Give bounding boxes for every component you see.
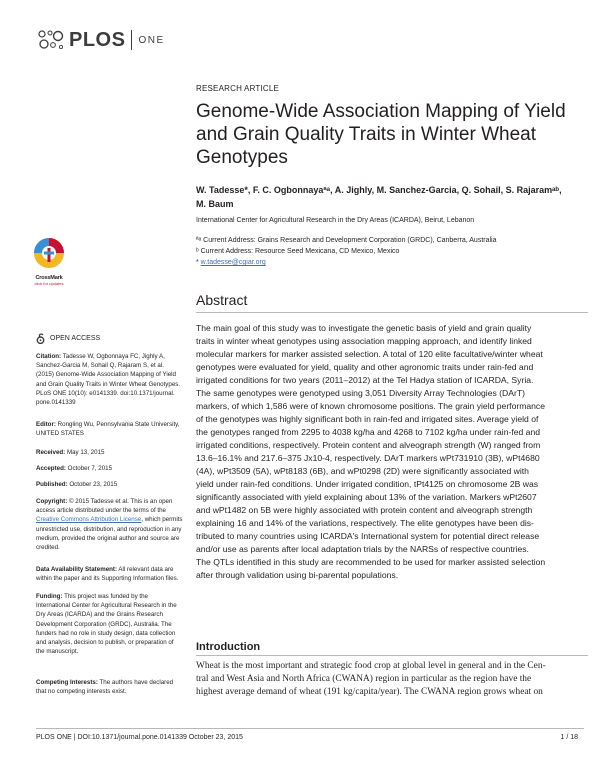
open-access-badge: [36, 332, 100, 344]
abstract-line: the genotypes ranged from 2295 to 4038 kg/ha and 4268 to 7102 kg/ha under rain-fed and: [196, 427, 541, 437]
abstract-line: tributed to many countries using ICARDA's International system for potential direct release: [196, 531, 540, 541]
citation-line: PLoS ONE 10(10): e0141339. doi:10.1371/journal.: [36, 389, 175, 397]
citation-line: Sanchez-Garcia M, Sohail Q, Rajaram S, et al.: [36, 362, 164, 370]
authors-line-2: M. Baum: [196, 199, 234, 209]
introduction-rule: [196, 655, 588, 656]
accepted-date: [36, 464, 186, 473]
copyright-line: medium, provided the original author and source are: [36, 534, 180, 542]
authors-line-1: W. Tadesse*, F. C. Ogbonnayaªᵃ, A. Jighly, M. Sanchez-Garcia, Q. Sohail, S. Rajaramᵃᵇ,: [196, 185, 562, 195]
email-link[interactable]: w.tadesse@cgiar.org: [200, 259, 266, 266]
citation-line: and Grain Quality Traits in Winter Wheat Genotypes.: [36, 380, 181, 388]
funding-block: [36, 592, 186, 656]
copyright-label: Copyright:: [36, 498, 68, 505]
abstract-line: markers, of which 1,586 were of known chromosome positions. The grain yield performance: [196, 401, 546, 411]
abstract-heading: Abstract: [196, 292, 248, 308]
funding-line: Development Corporation (GRDC), Australia. The: [36, 620, 172, 628]
competing-interests-line: that no competing interests exist.: [36, 688, 127, 696]
current-address-b: ᵇ Current Address: Resource Seed Mexicana, CD Mexico, Mexico: [196, 248, 400, 255]
abstract-line: irrigated conditions, respectively. Protein content and alveograph strength (W) ranged from: [196, 440, 541, 450]
copyright-block: [36, 497, 186, 552]
open-lock-icon: [36, 332, 46, 344]
abstract-line: 13.6–16.1% and 217.6–375 Jx10-4, respectively. DArT markers wPt731910 (3B), wPt4680: [196, 453, 540, 463]
copyright-line: © 2015 Tadesse et al. This is an open: [67, 498, 173, 505]
funding-line: the manuscript.: [36, 648, 79, 656]
plos-logo-icon: [36, 28, 66, 52]
copyright-line: unrestricted use, distribution, and reproduction in any: [36, 525, 182, 533]
abstract-line: The QTLs identified in this study are recommended to be used for marker assisted selection: [196, 557, 546, 567]
abstract-text: [196, 322, 588, 582]
received-label: Received:: [36, 449, 66, 456]
published-date: [36, 480, 186, 489]
data-availability-line: within the paper and its Supporting Information files.: [36, 575, 179, 583]
abstract-line: The same genotypes were genotyped using 3,051 Diversity Array Technologies (DArT): [196, 388, 525, 398]
abstract-line: traits in winter wheat genotypes using association mapping approach, and identify linked: [196, 336, 532, 346]
citation-label: Citation:: [36, 353, 62, 360]
funding-line: Dry Areas (ICARDA) and the Grains Research: [36, 611, 163, 619]
abstract-line: of the genotypes was highly significant both in rain-fed and irrigated sites. Average yield of: [196, 414, 539, 424]
open-access-label: OPEN ACCESS: [50, 334, 101, 342]
editor-line: Rongling Wu, Pennsylvania State University,: [55, 421, 180, 428]
abstract-line: significantly associated with yield explaining about 13% of the variation. Markers wPt2607: [196, 492, 537, 502]
cc-license-link[interactable]: Creative Commons Attribution License: [36, 516, 142, 524]
intro-line: highest average demand of wheat (191 kg/capita/year). The CWANA region grows wheat on: [196, 687, 543, 697]
received-date: [36, 448, 186, 457]
abstract-line: and wPt1482 on 5B were highly associated with protein content and alveograph strength: [196, 505, 533, 515]
competing-interests-block: [36, 678, 186, 696]
accepted-label: Accepted:: [36, 465, 66, 472]
abstract-line: irrigated conditions for two years (2011–2012) at the Tel Hadya station of ICARDA, Syria.: [196, 375, 534, 385]
introduction-text: [196, 660, 588, 699]
funding-line: funders had no role in study design, data collection: [36, 629, 176, 637]
abstract-line: after through validation using bi-parental populations.: [196, 570, 399, 580]
citation-line: pone.0141339: [36, 399, 76, 407]
citation-block: [36, 352, 186, 407]
corresponding-email: [196, 259, 266, 266]
abstract-line: genotypes were evaluated for yield, quality and other agronomic traits under rain-fed and: [196, 362, 534, 372]
accepted-value: October 7, 2015: [65, 465, 113, 472]
published-value: October 23, 2015: [67, 481, 118, 488]
competing-interests-label: Competing Interests:: [36, 679, 98, 686]
editor-block: [36, 420, 186, 438]
footer-citation: PLOS ONE | DOI:10.1371/journal.pone.0141339 October 23, 2015: [36, 734, 243, 741]
abstract-line: explaining 16 and 14% of the variations, respectively. The elite genotypes have been dis-: [196, 518, 534, 528]
received-value: May 13, 2015: [65, 449, 105, 456]
intro-line: tral and West Asia and North Africa (CWANA) region in particular as the region have the: [196, 674, 532, 684]
citation-line: (2015) Genome-Wide Association Mapping of Yield: [36, 371, 176, 379]
crossmark-label: CrossMark: [35, 275, 63, 281]
logo-plos-text: PLOS: [69, 28, 126, 51]
affiliation: International Center for Agricultural Research in the Dry Areas (ICARDA), Beirut, Lebanon: [196, 217, 475, 224]
data-availability-block: [36, 565, 186, 583]
footer-rule: [36, 728, 584, 729]
intro-line: Wheat is the most important and strategic food crop at global level in general and in the Cen-: [196, 661, 546, 671]
crossmark-badge[interactable]: [32, 236, 66, 286]
copyright-line: credited.: [36, 544, 60, 552]
abstract-rule: [196, 312, 588, 313]
abstract-line: and/or use as parents after local adaptation trials by the NARSs of respective countries.: [196, 544, 529, 554]
abstract-line: yield under rain-fed conditions. Under irrigated condition, tPt4125 on chromosome 2B was: [196, 479, 539, 489]
published-label: Published:: [36, 481, 68, 488]
crossmark-icon: [32, 236, 66, 270]
plos-one-logo[interactable]: [36, 28, 165, 52]
logo-journal-text: ONE: [138, 34, 165, 46]
funding-line: and analysis, decision to publish, or preparation of: [36, 639, 174, 647]
copyright-line: access article distributed under the terms of the: [36, 507, 167, 515]
page-number: 1 / 18: [560, 734, 578, 741]
abstract-line: molecular markers for marker assisted selection. A total of 120 elite facultative/winter wheat: [196, 349, 543, 359]
editor-label: Editor:: [36, 421, 56, 428]
copyright-line: , which permits: [141, 516, 183, 524]
current-address-a: ªᵃ Current Address: Grains Research and Development Corporation (GRDC), Canberra, Australia: [196, 237, 497, 244]
logo-separator: [131, 30, 132, 50]
introduction-heading: Introduction: [196, 641, 261, 653]
funding-line: International Center for Agricultural Research in the: [36, 602, 177, 610]
competing-interests-line: The authors have declared: [97, 679, 174, 686]
author-list: [196, 183, 586, 211]
funding-line: This project was funded by the: [62, 593, 148, 600]
data-availability-line: All relevant data are: [117, 566, 174, 573]
citation-line: Tadesse W, Ogbonnaya FC, Jighly A,: [61, 353, 165, 360]
email-marker: *: [196, 259, 201, 266]
data-availability-label: Data Availability Statement:: [36, 566, 118, 573]
article-title: Genome-Wide Association Mapping of Yield and Grain Quality Traits in Winter Wheat Genotypes: [196, 101, 566, 168]
abstract-line: The main goal of this study was to investigate the genetic basis of yield and grain quality: [196, 323, 532, 333]
crossmark-sub: click for updates: [34, 281, 64, 286]
article-type: RESEARCH ARTICLE: [196, 84, 280, 93]
funding-label: Funding:: [36, 593, 63, 600]
abstract-line: (4A), wPt3509 (5A), wPt8183 (6B), and wPt0298 (2D) were significantly associated with: [196, 466, 529, 476]
editor-line: UNITED STATES: [36, 430, 84, 438]
